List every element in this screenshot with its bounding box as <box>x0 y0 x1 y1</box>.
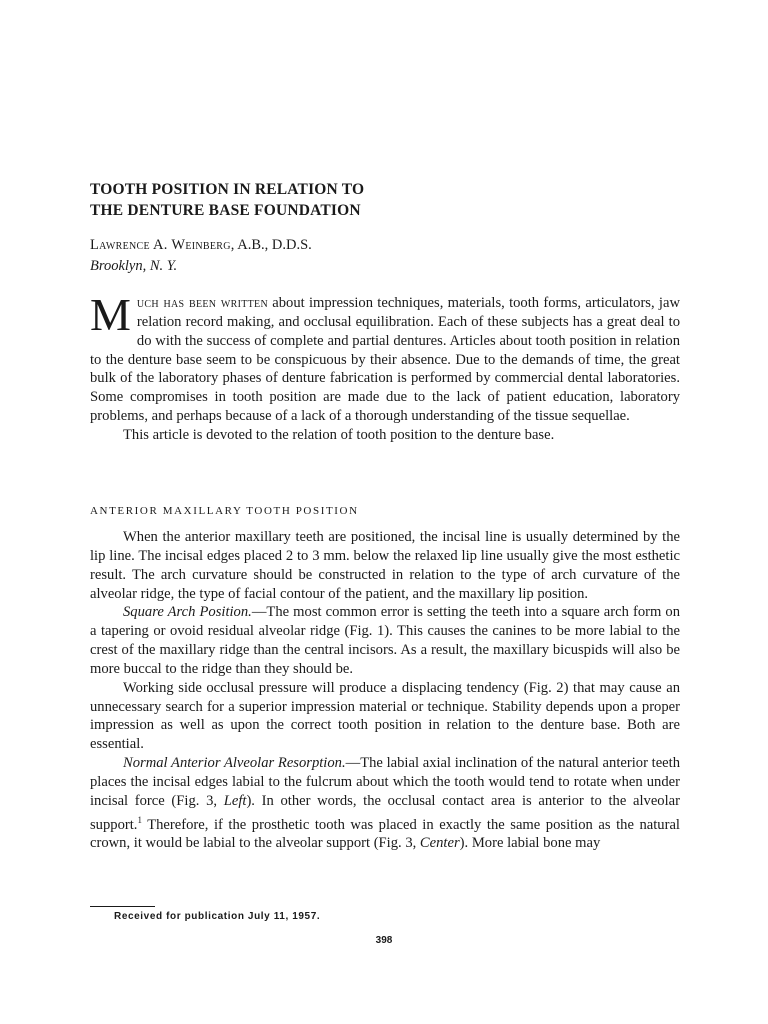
section-paragraph-2 <box>90 603 680 678</box>
resorption-heading: Normal Anterior Alveolar Resorption. <box>123 755 346 772</box>
resorption-text-d: ). More labial bone may <box>459 835 601 852</box>
author-name: Lawrence A. Weinberg <box>90 237 231 253</box>
fig-left-ref: Left <box>223 792 247 809</box>
intro-lead-smallcaps: uch has been written <box>136 295 268 311</box>
intro-text: about impression techniques, materials, tooth forms, articulators, jaw relation record making, and occlusal equilibration. Each of these subjects has a great deal to do with the success of complete and partial dentures. Articles about tooth position in relation to the denture base seem to be conspicuous by their absence. Due to the demands of time, the great bulk of the laboratory phases of denture fabrication is performed by commercial dental laboratories. Some compromises in tooth position are made due to the lack of patient education, laboratory problems, and perhaps because of a lack of a thorough understanding of the tissue sequellae. <box>90 295 680 425</box>
page-number: 398 <box>375 935 393 946</box>
footnote-ref: 1 <box>137 814 142 825</box>
article-title <box>90 179 690 221</box>
intro-paragraph-2: This article is devoted to the relation of tooth position to the denture base. <box>123 426 555 443</box>
square-arch-text: —The most common error is setting the teeth into a square arch form on a tapering or ovoid residual alveolar ridge (Fig. 1). This causes the canines to be more labial to the crest of the maxillary ridge than the central incisors. As a result, the maxillary bicuspids will also be more buccal to the ridge than they should be. <box>90 604 680 677</box>
footnote: Received for publication July 11, 1957. <box>114 911 321 922</box>
section-heading: ANTERIOR MAXILLARY TOOTH POSITION <box>90 505 359 517</box>
section-paragraph-1: When the anterior maxillary teeth are positioned, the incisal line is usually determined by the lip line. The incisal edges placed 2 to 3 mm. below the relaxed lip line usually give the most esthetic result. The arch curvature should be constructed in relation to the type of arch curvature of the alveolar ridge, the type of facial contour of the patient, and the maxillary lip position. <box>90 529 680 602</box>
author-affiliation: Brooklyn, N. Y. <box>90 258 178 274</box>
resorption-text-b: ). In other words, the occlusal contact area is anterior to the alveolar support. <box>90 792 680 833</box>
title-line-1: TOOTH POSITION IN RELATION TO <box>90 181 365 198</box>
drop-cap: M <box>90 289 131 340</box>
title-line-2: THE DENTURE BASE FOUNDATION <box>90 202 361 219</box>
square-arch-heading: Square Arch Position. <box>123 604 252 621</box>
resorption-text-a: —The labial axial inclination of the natural anterior teeth places the incisal edges labial to the fulcrum about which the tooth would tend to rotate when under incisal force (Fig. 3, <box>90 755 681 809</box>
author-degrees: , A.B., D.D.S. <box>230 237 312 253</box>
author-line <box>90 235 312 255</box>
footnote-rule <box>90 906 155 907</box>
section-paragraph-4 <box>90 754 680 853</box>
resorption-text-c: Therefore, if the prosthetic tooth was placed in exactly the same position as the natural crown, it would be labial to the alveolar support (Fig. 3, <box>90 816 680 852</box>
intro-block <box>90 289 680 445</box>
section-body <box>90 528 680 853</box>
fig-center-ref: Center <box>419 835 460 852</box>
intro-paragraph <box>90 289 680 426</box>
section-paragraph-3: Working side occlusal pressure will produce a displacing tendency (Fig. 2) that may cause an unnecessary search for a superior impression material or technique. Stability depends upon a proper impression as well as upon the correct tooth position in relation to the denture base. Both are essential. <box>90 679 680 753</box>
